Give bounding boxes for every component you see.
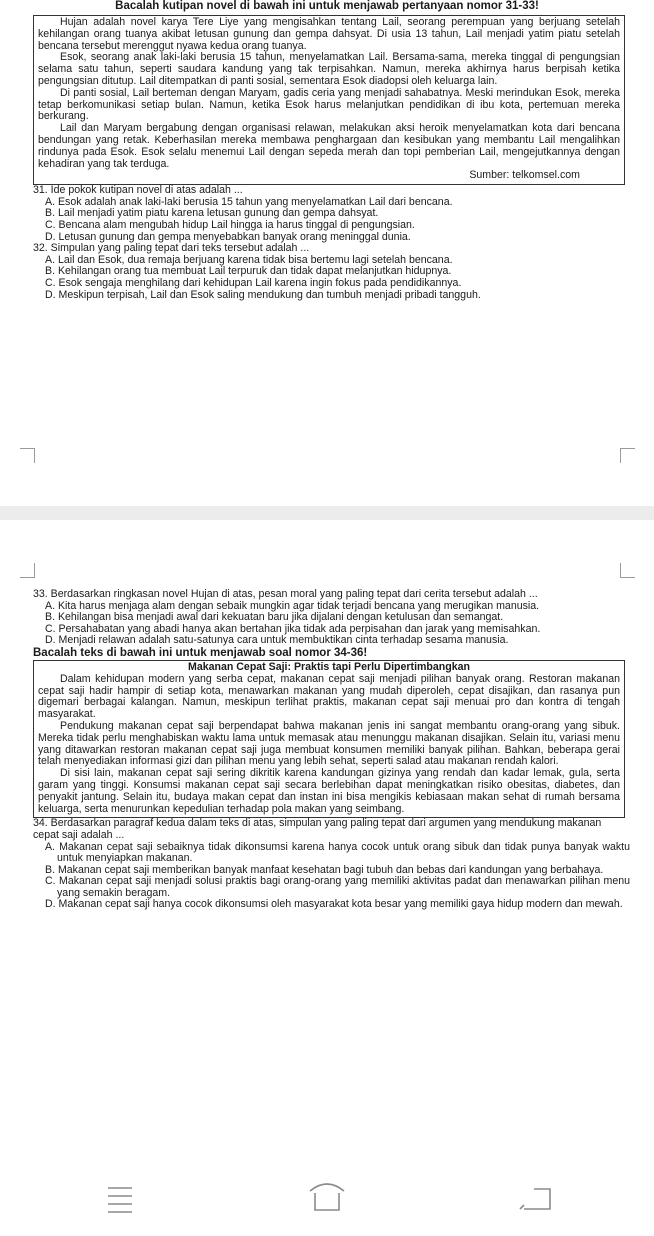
passage1-heading: Bacalah kutipan novel di bawah ini untuk menjawab pertanyaan nomor 31-33! [115,0,539,12]
passage1-source: Sumber: telkomsel.com [469,169,580,182]
back-button[interactable] [510,1179,560,1219]
option-b[interactable]: B. Kehilangan orang tua membuat Lail terpuruk dan tidak dapat melanjutkan hidupnya. [45,265,452,278]
passage2-title: Makanan Cepat Saji: Praktis tapi Perlu Dipertimbangkan [188,660,470,673]
passage1-box [33,15,625,185]
passage2-paragraph: Pendukung makanan cepat saji berpendapat bahwa makanan jenis ini sangat membantu orang-orang yang sibuk. Mereka tidak perlu menghabiskan waktu lama untuk memasak atau menunggu makanan disajikan. Selain itu, variasi menu yang ditawarkan restoran makanan cepat saji juga membuat konsumen memiliki banyak pilihan. Bahkan, beberapa gerai telah menyediakan informasi gizi dan pilihan menu yang lebih sehat, seperti salad atau makanan rendah kalori. [38,719,620,768]
option-a[interactable]: A. Lail dan Esok, dua remaja berjuang karena tidak bisa bertemu lagi setelah bencana. [45,253,453,266]
question-stem: 32. Simpulan yang paling tepat dari teks tersebut adalah ... [33,242,310,255]
navigation-bar [0,1163,654,1236]
option-b[interactable]: B. Makanan cepat saji memberikan banyak manfaat kesehatan bagi tubuh dan bebas dari kandungan yang berbahaya. [45,863,604,876]
page-corner-mark [20,448,35,463]
option-a[interactable]: A. Esok adalah anak laki-laki berusia 15 tahun yang menyelamatkan Lail dari bencana. [45,195,453,208]
question-stem: 34. Berdasarkan paragraf kedua dalam teks di atas, simpulan yang paling tepat dari argumen yang mendukung makanan cepat saji adalah ... [33,817,602,841]
passage1-paragraph: Hujan adalah novel karya Tere Liye yang mengisahkan tentang Lail, seorang perempuan yang berjuang setelah kehilangan orang tuanya akibat letusan gunung dan gempa dahsyat. Di usia 13 tahun, Lail menjadi yatim piatu setelah bencana tersebut merenggut nyawa kedua orang tuanya. [38,16,620,52]
option-c[interactable]: C. Esok sengaja menghilang dari kehidupan Lail karena ingin fokus pada pendidikannya. [45,276,462,289]
home-button[interactable] [302,1179,352,1219]
question-33 [33,589,630,647]
option-b[interactable]: B. Kehilangan bisa menjadi awal dari kekuatan baru jika dijalani dengan ketulusan dan semangat. [45,611,504,624]
passage1-paragraph: Lail dan Maryam bergabung dengan organisasi relawan, melakukan aksi heroik menyelamatkan kota dari bencana bendungan yang retak. Keberhasilan mereka membawa penghargaan dan kesibukan yang membantu Lail mengalihkan rindunya pada Esok. Esok selalu menemui Lail dengan sepeda merah dan topi pemberian Lail, mengejutkannya dengan kehadiran yang tak terduga. [38,122,620,170]
passage2-paragraph: Di sisi lain, makanan cepat saji sering dikritik karena kandungan gizinya yang rendah dan kadar lemak, gula, serta garam yang tinggi. Konsumsi makanan cepat saji secara berlebihan dapat meningkatkan risiko obesitas, diabetes, dan penyakit jantung. Selain itu, budaya makan cepat dan instan ini bisa mengikis kebiasaan makan sehat di rumah bersama keluarga, serta menurunkan kepedulian terhadap pola makan yang seimbang. [38,767,620,815]
option-d[interactable]: D. Letusan gunung dan gempa menyebabkan banyak orang meninggal dunia. [45,230,411,243]
option-c[interactable]: C. Bencana alam mengubah hidup Lail hingga ia harus tinggal di pengungsian. [45,218,415,231]
menu-button[interactable] [95,1179,145,1219]
passage1-paragraph: Di panti sosial, Lail berteman dengan Maryam, gadis ceria yang menjadi sahabatnya. Meski merindukan Esok, mereka tetap berkomunikasi setiap bulan. Namun, ketika Esok harus melanjutkan pendidikan di ibu kota, pertemuan mereka berkurang. [38,86,620,123]
passage2-paragraph: Dalam kehidupan modern yang serba cepat, makanan cepat saji menjadi pilihan banyak orang. Restoran makanan cepat saji hadir hampir di setiap kota, menawarkan makanan yang mudah diperoleh, cepat disajikan, dan rasanya pun digemari berbagai kalangan. Namun, meskipun terlihat praktis, makanan cepat saji menuai pro dan kontra di tengah masyarakat. [38,672,620,721]
home-icon [302,1179,352,1219]
back-icon [510,1179,560,1219]
question-34 [33,818,630,911]
option-d[interactable]: D. Makanan cepat saji hanya cocok dikonsumsi oleh masyarakat kota besar yang memiliki gaya hidup modern dan mewah. [45,898,623,911]
option-c[interactable]: C. Persahabatan yang abadi hanya akan bertahan jika tidak ada perpisahan dan jarak yang memisahkan. [45,622,541,635]
passage2-box [33,660,625,818]
passage1-paragraph: Esok, seorang anak laki-laki berusia 15 tahun, menyelamatkan Lail. Bersama-sama, mereka tinggal di pengungsian selama satu tahun, seperti saudara kandung yang tak terpisahkan. Namun, mereka akhirnya harus berpisah ketika pengungsian ditutup. Lail ditempatkan di panti sosial, sementara Esok diadopsi oleh keluarga lain. [38,51,620,87]
option-b[interactable]: B. Lail menjadi yatim piatu karena letusan gunung dan gempa dahsyat. [45,207,379,220]
menu-icon [95,1179,145,1219]
option-a[interactable]: A. Makanan cepat saji sebaiknya tidak dikonsumsi karena hanya cocok untuk orang sibuk dan tidak punya banyak waktu untuk menyiapkan makanan. [45,840,630,865]
passage2-heading: Bacalah teks di bawah ini untuk menjawab soal nomor 34-36! [33,646,368,659]
question-31 [33,185,630,243]
question-stem: 31. Ide pokok kutipan novel di atas adalah ... [33,184,243,197]
page-separator [0,506,654,520]
question-32 [33,243,630,301]
question-stem: 33. Berdasarkan ringkasan novel Hujan di atas, pesan moral yang paling tepat dari cerita tersebut adalah ... [33,588,538,600]
page-bottom [0,553,654,1163]
option-c[interactable]: C. Makanan cepat saji menjadi solusi praktis bagi orang-orang yang memiliki aktivitas padat dan menawarkan pilihan menu yang semakin beragam. [45,875,630,899]
option-d[interactable]: D. Meskipun terpisah, Lail dan Esok saling mendukung dan tumbuh menjadi pribadi tangguh. [45,288,481,301]
page-top [0,0,654,437]
option-a[interactable]: A. Kita harus menjaga alam dengan sebaik mungkin agar tidak terjadi bencana yang merugikan manusia. [45,599,540,612]
option-d[interactable]: D. Menjadi relawan adalah satu-satunya cara untuk membuktikan cinta terhadap sesama manusia. [45,634,509,647]
page-corner-mark [620,448,635,463]
